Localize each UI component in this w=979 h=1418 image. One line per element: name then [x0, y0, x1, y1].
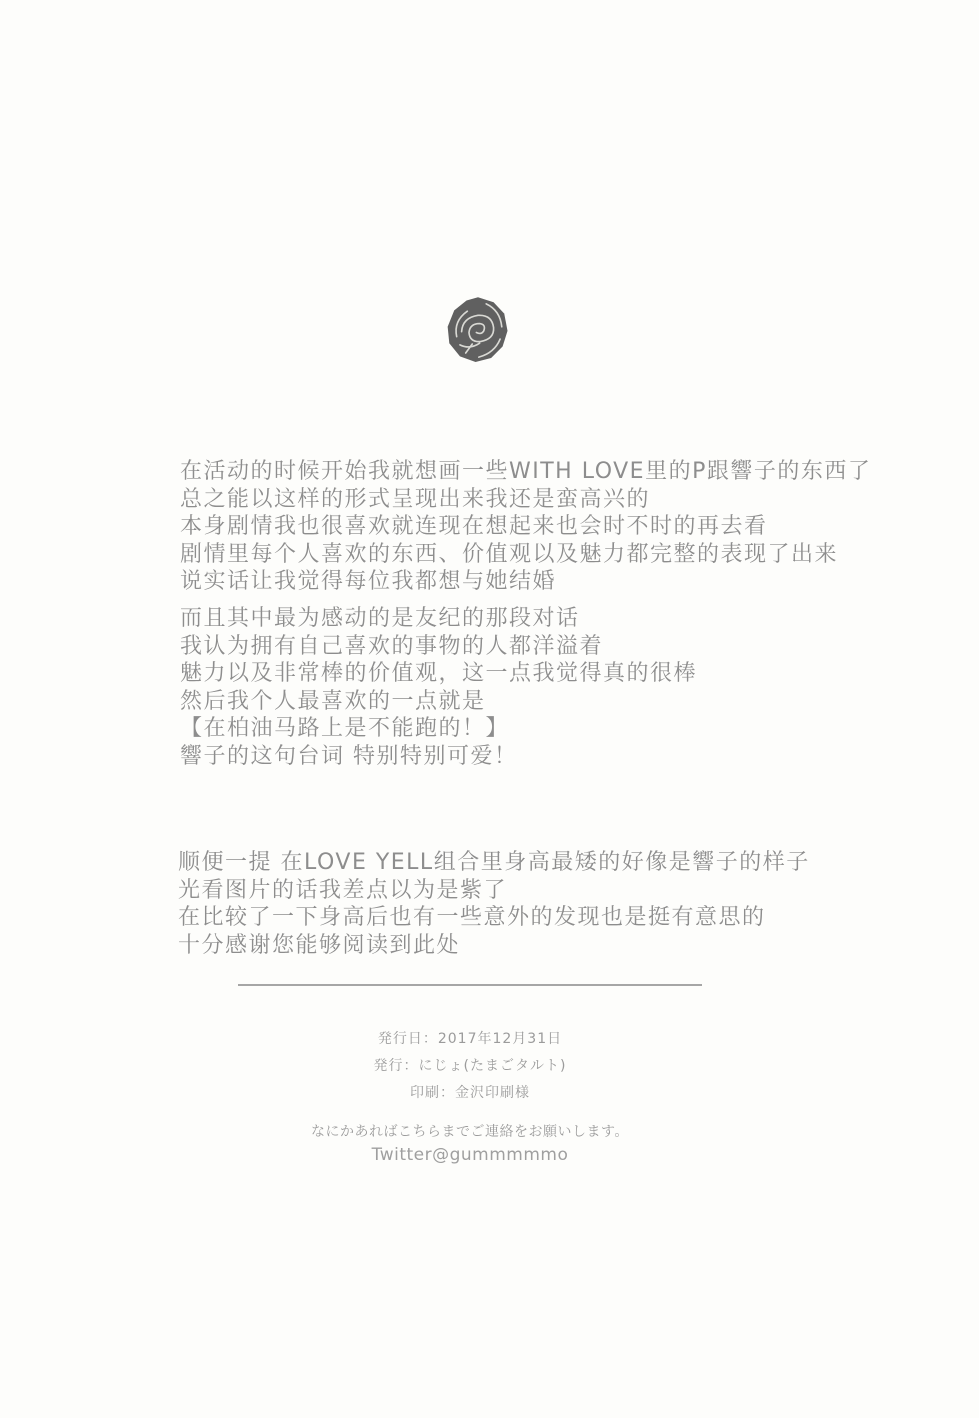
afterword-paragraph-3 — [178, 849, 810, 959]
rose-icon — [436, 294, 520, 376]
printer: 印刷：金沢印刷様 — [410, 1085, 530, 1101]
text-line: 光看图片的话我差点以为是紫了 — [178, 877, 508, 903]
text-line: 而且其中最为感动的是友纪的那段对话 — [180, 606, 580, 631]
text-line: 说实话让我觉得每位我都想与她结婚 — [180, 569, 557, 594]
afterword-paragraph-2 — [180, 605, 697, 770]
text-line: 響子的这句台词 特别特别可爱！ — [180, 743, 518, 769]
text-line: 【在柏油马路上是不能跑的！】 — [180, 716, 510, 741]
text-line: 剧情里每个人喜欢的东西、价值观以及魅力都完整的表现了出来 — [180, 541, 839, 567]
twitter-handle: Twitter@gummmmmo — [371, 1145, 569, 1165]
publish-date: 発行日：2017年12月31日 — [377, 1031, 563, 1047]
contact-note: なにかあればこちらまでご連絡をお願いします。 — [311, 1124, 629, 1140]
text-line: 顺便一提 在LOVE YELL组合里身高最矮的好像是響子的样子 — [178, 850, 810, 875]
text-line: 魅力以及非常棒的价值观，这一点我觉得真的很棒 — [180, 661, 698, 686]
text-line: 总之能以这样的形式呈现出来我还是蛮高兴的 — [180, 486, 651, 512]
text-line: 本身剧情我也很喜欢就连现在想起来也会时不时的再去看 — [180, 514, 768, 539]
publisher: 発行：にじょ(たまごタルト) — [373, 1058, 567, 1074]
text-line: 我认为拥有自己喜欢的事物的人都洋溢着 — [180, 633, 604, 659]
afterword-paragraph-1 — [180, 458, 871, 596]
text-line: 在比较了一下身高后也有一些意外的发现也是挺有意思的 — [178, 905, 766, 930]
colophon — [0, 1026, 940, 1107]
text-line: 在活动的时候开始我就想画一些WITH LOVE里的P跟響子的东西了 — [180, 459, 872, 484]
text-line: 十分感谢您能够阅读到此处 — [178, 932, 461, 958]
text-line: 然后我个人最喜欢的一点就是 — [180, 688, 486, 714]
divider-line — [238, 984, 702, 986]
